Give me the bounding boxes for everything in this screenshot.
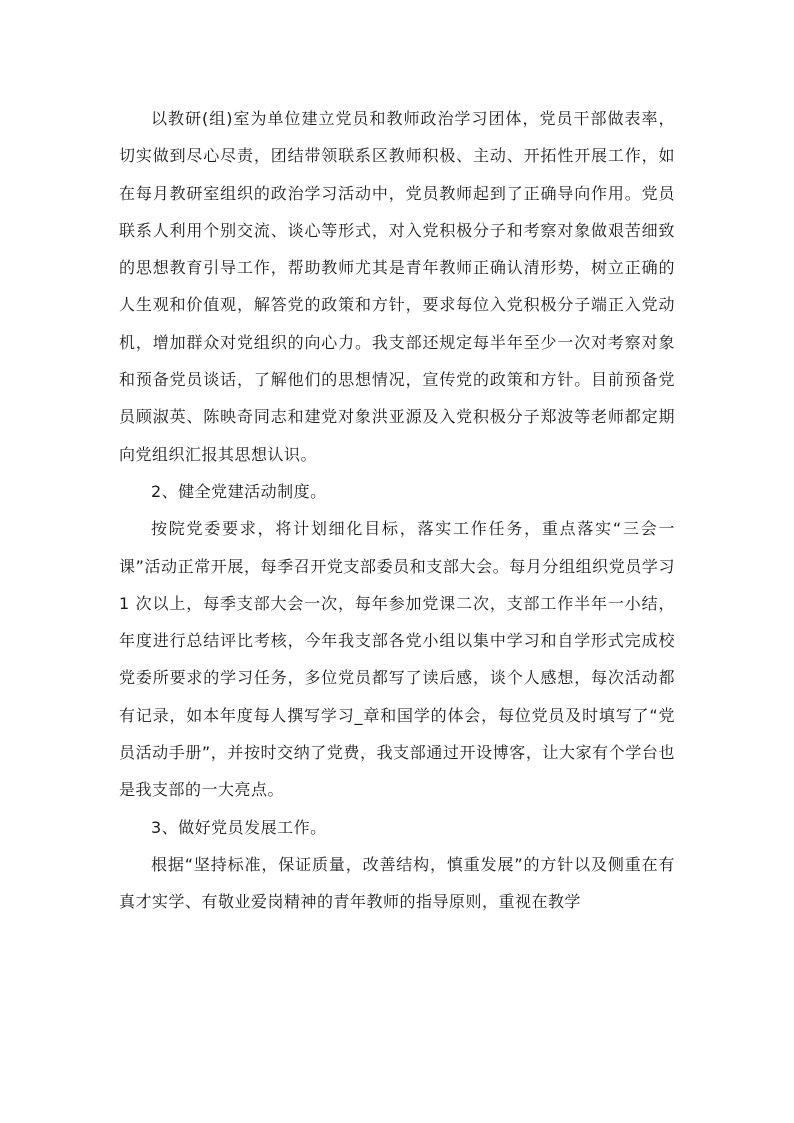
- heading-party-member-development: 3、做好党员发展工作。: [151, 817, 327, 837]
- paragraph-party-study-groups: 以教研(组)室为单位建立党员和教师政治学习团体，党员干部做表率，切实做到尽心尽责，团结带领联系区教师积极、主动、开拓性开展工作，如在每月教研室组织的政治学习活动中，党员教师起到了正确导向作用。党员联系人利用个别交流、谈心等形式，对入党积极分子和考察对象做艰苦细致的思想教育引导工作，帮助教师尤其是青年教师正确认清形势，树立正确的人生观和价值观，解答党的政策和方针，要求每位入党积极分子端正入党动机，增加群众对党组织的向心力。我支部还规定每半年至少一次对考察对象和预备党员谈话，了解他们的思想情况，宣传党的政策和方针。目前预备党员顾淑英、陈映奇同志和建党对象洪亚源及入党积极分子郑波等老师都定期向党组织汇报其思想认识。: [119, 109, 675, 464]
- paragraph-party-member-development: 根据“坚持标准，保证质量，改善结构，慎重发展”的方针以及侧重在有真才实学、有敬业爱岗精神的青年教师的指导原则，重视在教学: [119, 854, 675, 912]
- heading-party-activity-system: 2、健全党建活动制度。: [151, 481, 327, 501]
- paragraph-party-activity-system: 按院党委要求，将计划细化目标，落实工作任务，重点落实“三会一课”活动正常开展，每季召开党支部委员和支部大会。每月分组组织党员学习 1 次以上，每季支部大会一次，每年参加党课二次，支部工作半年一小结，年度进行总结评比考核，今年我支部各党小组以集中学习和自学形式完成校党委所要求的学习任务，多位党员都写了读后感，谈个人感想，每次活动都有记录，如本年度每人撰写学习_章和国学的体会，每位党员及时填写了“党员活动手册”，并按时交纳了党费，我支部通过开设博客，让大家有个学台也是我支部的一大亮点。: [119, 519, 675, 800]
- document-body: [119, 100, 675, 921]
